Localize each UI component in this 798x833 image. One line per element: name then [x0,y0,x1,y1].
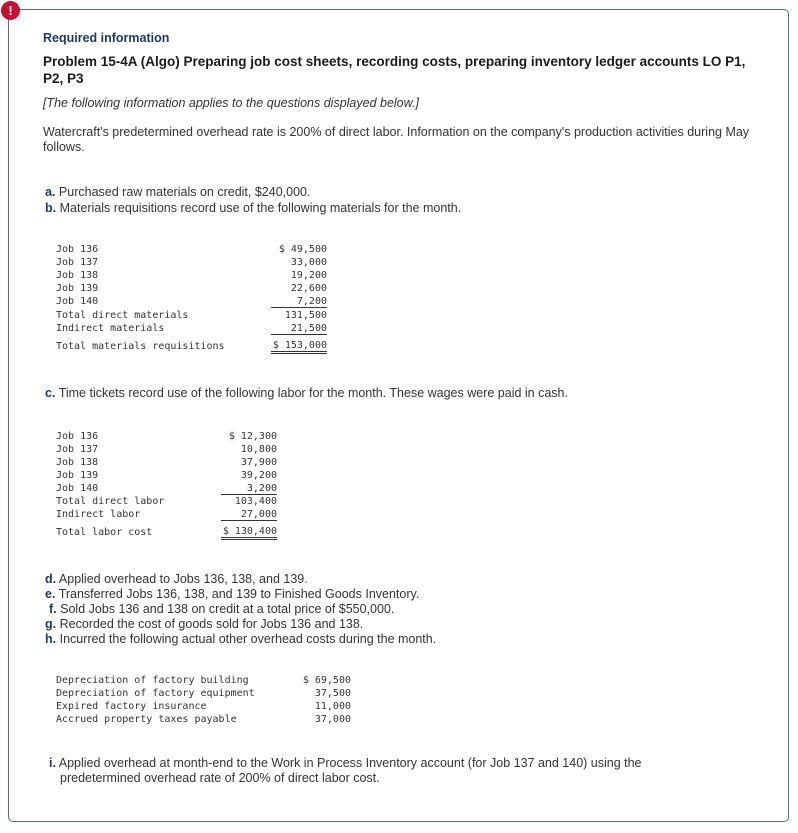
item-a: a. Purchased raw materials on credit, $240,000. [45,185,311,199]
item-i: i. Applied overhead at month-end to the Work in Process Inventory account (for Job 137 and 140) using the predetermined overhead rate of 200% of direct labor cost. [49,756,642,785]
table-row-label: Job 136 [56,244,99,255]
item-e: e. Transferred Jobs 136, 138, and 139 to Finished Goods Inventory. [45,587,420,601]
intro-paragraph: Watercraft's predetermined overhead rate is 200% of direct labor. Information on the company's production activities during May follows. [43,125,750,154]
table-row-amount: 11,000 [314,701,351,712]
table-row-label: Total direct materials [56,310,189,321]
item-c: c. Time tickets record use of the following labor for the month. These wages were paid in cash. [45,386,568,400]
item-h: h. Incurred the following actual other overhead costs during the month. [45,632,437,646]
table-row-label: Depreciation of factory building [56,675,249,686]
table-row-label: Expired factory insurance [56,701,207,712]
table-row-amount: $ 153,000 [271,340,327,354]
table-row-label: Job 140 [56,296,99,307]
table-row-amount: 33,000 [290,257,327,268]
table-row-label: Job 139 [56,470,99,481]
table-row-amount: 103,400 [234,496,277,507]
item-b: b. Materials requisitions record use of the following materials for the month. [45,201,462,215]
table-row-amount: 3,200 [221,483,277,495]
table-row-label: Job 140 [56,483,99,494]
table-row-amount: 10,800 [240,444,277,455]
table-row-amount: 7,200 [271,296,327,308]
item-d: d. Applied overhead to Jobs 136, 138, and 139. [45,572,308,586]
item-g: g. Recorded the cost of goods sold for Jobs 136 and 138. [45,617,364,631]
table-row-label: Accrued property taxes payable [56,714,237,725]
table-row-amount: 131,500 [284,310,327,321]
table-row-amount: 37,000 [314,714,351,725]
table-row-amount: 37,500 [314,688,351,699]
table-row-label: Indirect materials [56,323,165,334]
table-row-label: Total direct labor [56,496,165,507]
table-row-amount: $ 12,300 [228,431,277,442]
table-row-label: Depreciation of factory equipment [56,688,255,699]
table-row-amount: 39,200 [240,470,277,481]
table-row-amount: 37,900 [240,457,277,468]
table-row-label: Job 137 [56,444,99,455]
table-row-amount: 22,600 [290,283,327,294]
table-row-label: Job 139 [56,283,99,294]
table-row-amount: $ 69,500 [302,675,351,686]
problem-title: Problem 15-4A (Algo) Preparing job cost sheets, recording costs, preparing inventory ledger accounts LO P1, P2, P3 [43,54,746,86]
table-row-amount: 27,000 [221,509,277,521]
table-row-amount: $ 130,400 [221,526,277,540]
table-row-amount: 21,500 [271,323,327,335]
table-row-label: Total labor cost [56,527,153,538]
table-row-label: Job 137 [56,257,99,268]
table-row-label: Job 138 [56,457,99,468]
alert-icon: ! [1,1,20,20]
table-row-label: Indirect labor [56,509,141,520]
table-row-label: Job 136 [56,431,99,442]
table-row-amount: 19,200 [290,270,327,281]
table-row-label: Total materials requisitions [56,341,225,352]
table-row-label: Job 138 [56,270,99,281]
item-f: f. Sold Jobs 136 and 138 on credit at a total price of $550,000. [49,602,395,616]
instruction-note: [The following information applies to the questions displayed below.] [43,96,419,110]
table-row-amount: $ 49,500 [278,244,327,255]
required-information-label: Required information [43,31,170,45]
